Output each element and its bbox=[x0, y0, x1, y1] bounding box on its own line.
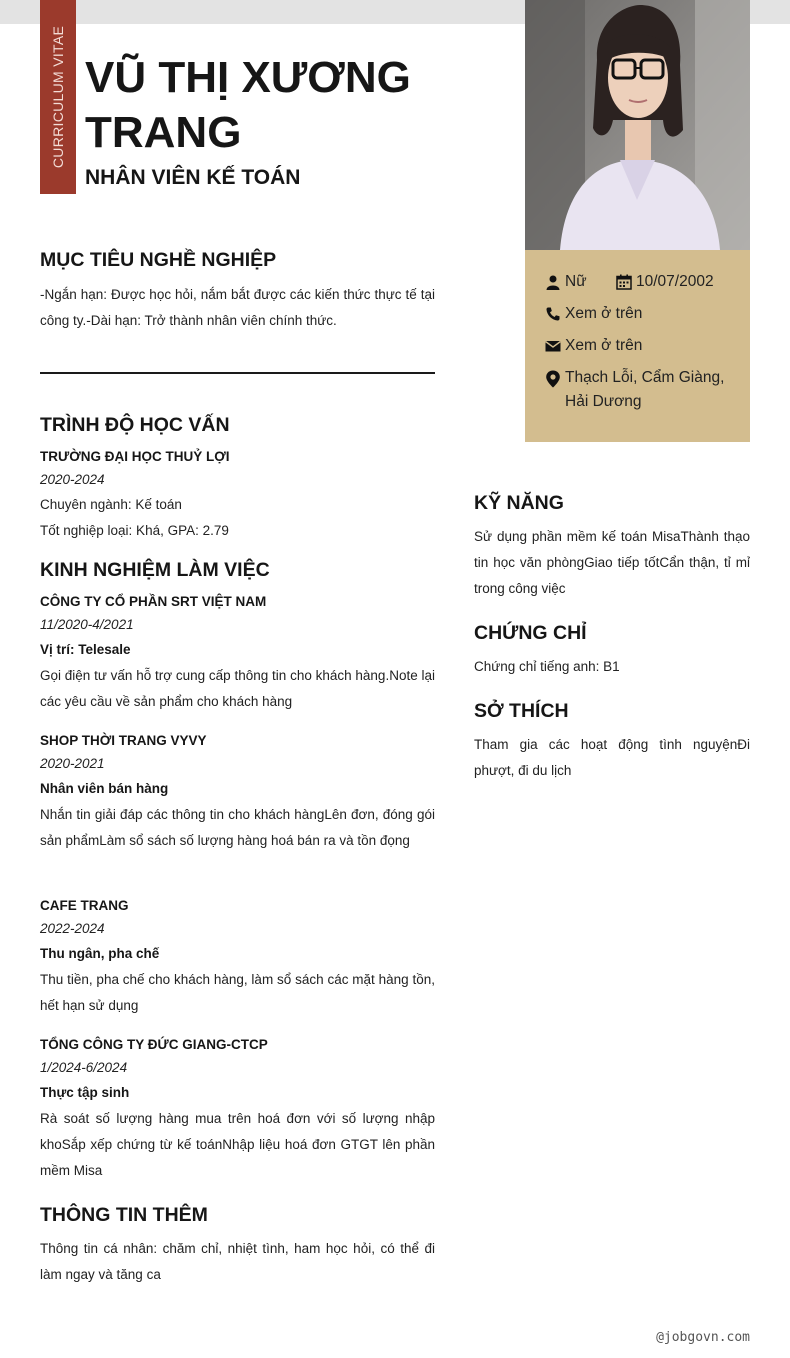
objective-text: -Ngắn hạn: Được học hỏi, nắm bắt được các kiến thức thực tế tại công ty.-Dài hạn: Trở thành nhân viên chính thức. bbox=[40, 287, 435, 328]
education-school: TRƯỜNG ĐẠI HỌC THUỶ LỢI bbox=[40, 449, 230, 464]
profile-photo bbox=[525, 0, 750, 250]
person-icon bbox=[545, 274, 561, 290]
cv-label: CURRICULUM VITAE bbox=[50, 25, 66, 169]
skills-text: Sử dụng phần mềm kế toán MisaThành thạo tin học văn phòngGiao tiếp tốtCẩn thận, tỉ mỉ trong công việc bbox=[474, 529, 750, 596]
job-description: Nhắn tin giải đáp các thông tin cho khách hàngLên đơn, đóng gói sản phẩmLàm sổ sách số lượng hàng hoá bán ra và tồn đọng bbox=[40, 807, 435, 848]
job-period: 1/2024-6/2024 bbox=[40, 1060, 128, 1075]
job-description: Gọi điện tư vấn hỗ trợ cung cấp thông tin cho khách hàng.Note lại các yêu cầu về sản phẩm cho khách hàng bbox=[40, 668, 435, 709]
candidate-role: NHÂN VIÊN KẾ TOÁN bbox=[85, 166, 301, 189]
job-period: 2022-2024 bbox=[40, 921, 105, 936]
dob-value: 10/07/2002 bbox=[636, 273, 714, 290]
gender-value: Nữ bbox=[565, 273, 587, 290]
extra-info-text: Thông tin cá nhân: chăm chỉ, nhiệt tình, ham học hỏi, có thể đi làm ngay và tăng ca bbox=[40, 1241, 435, 1282]
address-row bbox=[545, 366, 735, 414]
education-grade: Tốt nghiệp loại: Khá, GPA: 2.79 bbox=[40, 523, 229, 538]
phone-icon bbox=[545, 306, 561, 322]
job-company: SHOP THỜI TRANG VYVY bbox=[40, 733, 207, 748]
section-divider bbox=[40, 372, 435, 374]
extra-info-title: THÔNG TIN THÊM bbox=[40, 1204, 208, 1226]
job-position: Vị trí: Telesale bbox=[40, 642, 131, 657]
cv-label-tab bbox=[40, 0, 76, 194]
email-value: Xem ở trên bbox=[565, 337, 643, 354]
certificates-title: CHỨNG CHỈ bbox=[474, 622, 587, 644]
objective-title: MỤC TIÊU NGHỀ NGHIỆP bbox=[40, 249, 277, 271]
phone-row bbox=[545, 302, 642, 326]
job-period: 2020-2021 bbox=[40, 756, 105, 771]
education-major: Chuyên ngành: Kế toán bbox=[40, 497, 182, 512]
job-position: Thực tập sinh bbox=[40, 1085, 130, 1100]
education-title: TRÌNH ĐỘ HỌC VẤN bbox=[40, 414, 230, 436]
hobbies-title: SỞ THÍCH bbox=[474, 700, 569, 722]
phone-value: Xem ở trên bbox=[565, 305, 643, 322]
job-company: CÔNG TY CỔ PHẦN SRT VIỆT NAM bbox=[40, 594, 267, 609]
certificates-text: Chứng chỉ tiếng anh: B1 bbox=[474, 659, 620, 674]
job-description: Rà soát số lượng hàng mua trên hoá đơn với số lượng nhập khoSắp xếp chứng từ kế toánNhập liệu hoá đơn GTGT lên phần mềm Misa bbox=[40, 1111, 435, 1178]
candidate-name: VŨ THỊ XƯƠNG TRANG bbox=[85, 53, 411, 157]
job-period: 11/2020-4/2021 bbox=[40, 617, 134, 632]
map-pin-icon bbox=[545, 370, 561, 388]
email-row bbox=[545, 334, 642, 358]
calendar-icon bbox=[616, 274, 632, 290]
hobbies-text: Tham gia các hoạt động tình nguyệnĐi phượt, đi du lịch bbox=[474, 737, 750, 778]
skills-title: KỸ NĂNG bbox=[474, 492, 564, 514]
address-value: Thạch Lỗi, Cẩm Giàng, Hải Dương bbox=[565, 369, 725, 410]
job-company: TỔNG CÔNG TY ĐỨC GIANG-CTCP bbox=[40, 1037, 268, 1052]
experience-title: KINH NGHIỆM LÀM VIỆC bbox=[40, 559, 270, 581]
job-position: Thu ngân, pha chế bbox=[40, 946, 160, 961]
dob-row bbox=[616, 270, 714, 294]
job-company: CAFE TRANG bbox=[40, 898, 129, 913]
education-period: 2020-2024 bbox=[40, 472, 105, 487]
watermark: @jobgovn.com bbox=[656, 1330, 750, 1345]
envelope-icon bbox=[545, 338, 561, 354]
gender-row bbox=[545, 270, 587, 294]
contact-panel bbox=[525, 250, 750, 442]
job-position: Nhân viên bán hàng bbox=[40, 781, 169, 796]
job-description: Thu tiền, pha chế cho khách hàng, làm sổ sách các mặt hàng tồn, hết hạn sử dụng bbox=[40, 972, 435, 1013]
